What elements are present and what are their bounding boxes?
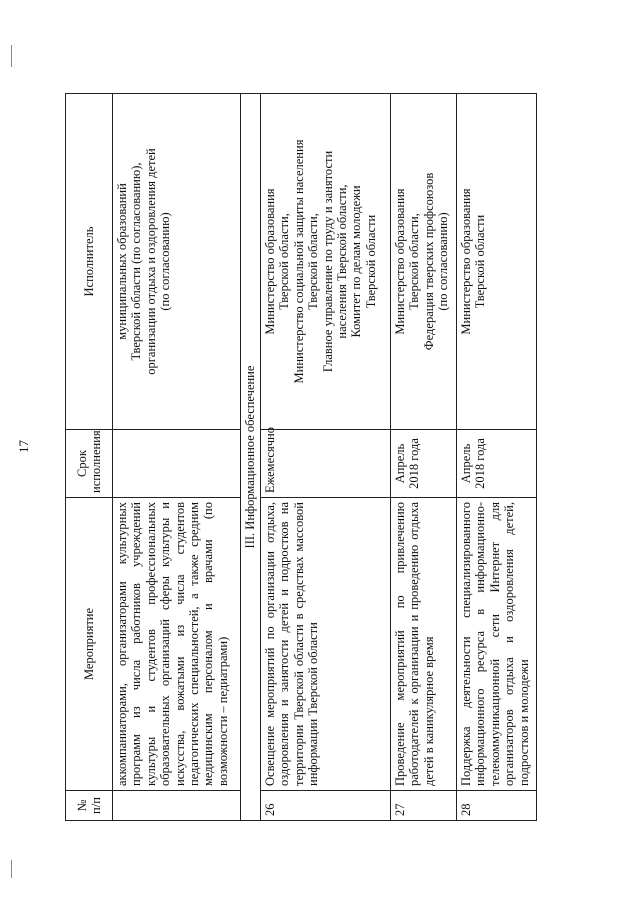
executor-line: (по согласованию) — [158, 212, 173, 311]
plan-table — [65, 93, 537, 821]
executor-line: (по согласованию) — [436, 212, 451, 311]
cell-num: 28 — [457, 791, 537, 821]
cell-event: Поддержка деятельности специализированного информационного ресурса в информационно-телекоммуникационной сети Интернет для организаторов отдыха и оздоровления детей, подростков и молодежи — [457, 498, 537, 791]
section-title: III. Информационное обеспечение — [241, 94, 261, 821]
table-header-row — [66, 94, 113, 821]
page-number: 17 — [16, 440, 31, 453]
table-row — [391, 94, 457, 821]
cell-event: Проведение мероприятий по привлечению работодателей к организации и проведению отдыха детей в каникулярное время — [391, 498, 457, 791]
cell-num — [113, 791, 241, 821]
cell-executor — [261, 94, 391, 430]
executor-line: Тверской области (по согласованию), — [129, 162, 144, 361]
executor-line: Министерство образования — [393, 188, 407, 335]
executor-line: Федерация тверских профсоюзов — [421, 172, 436, 351]
executor-line: Тверской области — [473, 214, 488, 309]
executor-line: Тверской области, — [277, 213, 292, 310]
executor-line: Министерство образования — [459, 188, 473, 335]
cell-term — [113, 430, 241, 498]
cell-executor — [391, 94, 457, 430]
executor-line: муниципальных образований — [115, 183, 129, 340]
header-event: Мероприятие — [66, 498, 113, 791]
cell-executor — [457, 94, 537, 430]
executor-line: Тверской области, — [306, 213, 321, 310]
header-term: Срок исполнения — [66, 430, 113, 498]
cell-event: Освещение мероприятий по организации отдыха, оздоровления и занятости детей и подростков на территории Тверской области в средствах массовой информации Тверской области — [261, 498, 391, 791]
executor-line: организации отдыха и оздоровления детей — [143, 148, 158, 375]
executor-line: Главное управление по труду и занятости — [320, 150, 335, 373]
executor-line: Тверской области — [363, 214, 378, 309]
executor-line: Министерство социальной защиты населения — [291, 139, 306, 384]
header-num: № п/п — [66, 791, 113, 821]
cell-num: 26 — [261, 791, 391, 821]
executor-line: населения Тверской области, — [334, 184, 349, 339]
cell-num: 27 — [391, 791, 457, 821]
cell-event: аккомпаниаторами, организаторами культурных программ из числа работников учреждений культуры и студентов профессиональных образовательных организаций сферы культуры и искусства, вожатыми из числа студентов педагогических специальностей, а также средним медицинским персоналом и врачами (по возможности – педиатрами) — [113, 498, 241, 791]
executor-line: Министерство образования — [263, 188, 277, 335]
section-row — [241, 94, 261, 821]
table-row-continuation — [113, 94, 241, 821]
cell-term: Апрель 2018 года — [391, 430, 457, 498]
cell-term: Ежемесячно — [261, 430, 391, 498]
header-executor: Исполнитель — [66, 94, 113, 430]
table-row — [457, 94, 537, 821]
scan-edge-mark — [11, 860, 12, 878]
scan-edge-mark — [11, 45, 12, 67]
cell-executor — [113, 94, 241, 430]
table-row — [261, 94, 391, 821]
executor-line: Тверской области, — [407, 213, 422, 310]
executor-line: Комитет по делам молодежи — [349, 185, 364, 338]
cell-term: Апрель 2018 года — [457, 430, 537, 498]
